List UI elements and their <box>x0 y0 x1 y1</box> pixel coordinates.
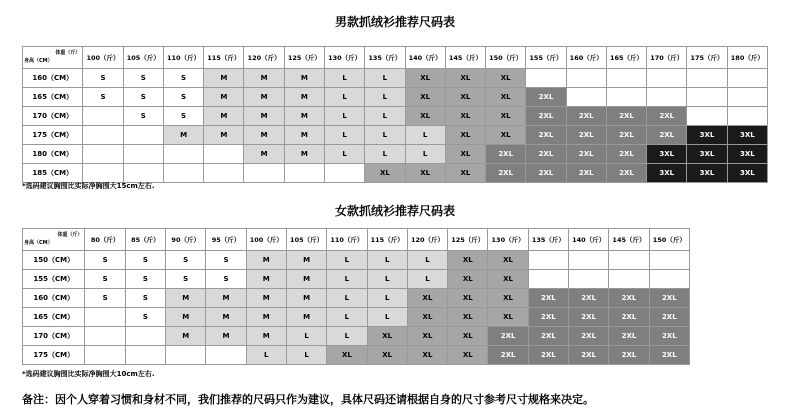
weight-column-header: 135（斤） <box>528 229 568 251</box>
empty-cell <box>83 107 123 126</box>
size-cell: M <box>284 69 324 88</box>
size-cell: XL <box>488 308 528 327</box>
weight-column-header: 175（斤） <box>687 47 727 69</box>
size-cell: L <box>324 126 364 145</box>
empty-cell <box>83 126 123 145</box>
size-cell: L <box>324 88 364 107</box>
weight-column-header: 145（斤） <box>445 47 485 69</box>
size-cell: XL <box>327 346 367 365</box>
size-cell: XL <box>486 126 526 145</box>
weight-column-header: 125（斤） <box>284 47 324 69</box>
size-cell: S <box>163 88 203 107</box>
weight-column-header: 170（斤） <box>647 47 687 69</box>
size-cell: S <box>166 251 206 270</box>
weight-column-header: 145（斤） <box>609 229 649 251</box>
height-row-header: 160（CM） <box>23 69 83 88</box>
size-cell: 2XL <box>526 126 566 145</box>
size-cell: L <box>365 88 405 107</box>
size-cell: 2XL <box>649 289 689 308</box>
size-cell: 2XL <box>486 164 526 183</box>
size-cell: S <box>166 270 206 289</box>
size-cell: 3XL <box>727 164 767 183</box>
weight-column-header: 125（斤） <box>448 229 488 251</box>
size-cell: 2XL <box>566 107 606 126</box>
weight-column-header: 135（斤） <box>365 47 405 69</box>
weight-column-header: 140（斤） <box>405 47 445 69</box>
weight-column-header: 105（斤） <box>123 47 163 69</box>
size-cell: M <box>286 308 326 327</box>
size-cell: 2XL <box>526 107 566 126</box>
size-cell: M <box>166 289 206 308</box>
size-cell: L <box>367 251 407 270</box>
size-cell: 3XL <box>727 145 767 164</box>
empty-cell <box>566 88 606 107</box>
height-row-header: 165（CM） <box>23 88 83 107</box>
weight-column-header: 150（斤） <box>486 47 526 69</box>
size-cell: XL <box>488 289 528 308</box>
size-cell: M <box>204 88 244 107</box>
size-cell: 3XL <box>687 164 727 183</box>
empty-cell <box>569 270 609 289</box>
weight-column-header: 80（斤） <box>85 229 125 251</box>
weight-axis-label: 体重（斤） <box>55 50 81 56</box>
size-cell: 2XL <box>526 88 566 107</box>
empty-cell <box>206 346 246 365</box>
corner-cell <box>23 229 85 251</box>
weight-column-header: 95（斤） <box>206 229 246 251</box>
empty-cell <box>606 88 646 107</box>
empty-cell <box>123 145 163 164</box>
size-cell: 2XL <box>528 308 568 327</box>
size-cell: L <box>286 327 326 346</box>
empty-cell <box>647 69 687 88</box>
size-cell: 3XL <box>687 145 727 164</box>
size-cell: 2XL <box>526 164 566 183</box>
size-cell: L <box>324 69 364 88</box>
size-cell: S <box>83 88 123 107</box>
size-cell: M <box>204 69 244 88</box>
header-row <box>23 47 768 69</box>
weight-column-header: 85（斤） <box>125 229 165 251</box>
size-cell: 2XL <box>528 346 568 365</box>
size-cell: XL <box>367 327 407 346</box>
table-row <box>23 88 768 107</box>
size-cell: S <box>125 289 165 308</box>
size-cell: M <box>244 107 284 126</box>
table-row <box>23 126 768 145</box>
size-cell: M <box>204 126 244 145</box>
size-cell: M <box>244 145 284 164</box>
size-cell: M <box>286 270 326 289</box>
size-cell: M <box>284 88 324 107</box>
empty-cell <box>687 107 727 126</box>
size-cell: XL <box>405 164 445 183</box>
size-cell: 2XL <box>606 107 646 126</box>
size-cell: M <box>284 145 324 164</box>
size-cell: 2XL <box>609 346 649 365</box>
size-cell: L <box>365 145 405 164</box>
weight-column-header: 140（斤） <box>569 229 609 251</box>
size-cell: 2XL <box>566 126 606 145</box>
women-size-table <box>22 228 690 365</box>
size-cell: L <box>327 270 367 289</box>
table-row <box>23 346 690 365</box>
table-row <box>23 69 768 88</box>
weight-column-header: 110（斤） <box>163 47 203 69</box>
weight-column-header: 130（斤） <box>324 47 364 69</box>
empty-cell <box>125 346 165 365</box>
size-cell: XL <box>448 346 488 365</box>
size-cell: 2XL <box>528 289 568 308</box>
height-row-header: 170（CM） <box>23 327 85 346</box>
size-cell: XL <box>445 164 485 183</box>
size-cell: 2XL <box>609 308 649 327</box>
size-cell: L <box>405 126 445 145</box>
height-row-header: 170（CM） <box>23 107 83 126</box>
size-cell: L <box>286 346 326 365</box>
size-cell: 2XL <box>569 308 609 327</box>
size-cell: M <box>206 308 246 327</box>
empty-cell <box>284 164 324 183</box>
height-row-header: 160（CM） <box>23 289 85 308</box>
height-row-header: 175（CM） <box>23 126 83 145</box>
size-cell: M <box>206 289 246 308</box>
empty-cell <box>83 164 123 183</box>
empty-cell <box>727 88 767 107</box>
size-cell: M <box>246 270 286 289</box>
weight-column-header: 105（斤） <box>286 229 326 251</box>
empty-cell <box>526 69 566 88</box>
size-cell: L <box>365 107 405 126</box>
size-cell: XL <box>486 88 526 107</box>
weight-column-header: 90（斤） <box>166 229 206 251</box>
size-cell: M <box>286 251 326 270</box>
empty-cell <box>609 251 649 270</box>
weight-column-header: 100（斤） <box>246 229 286 251</box>
size-cell: S <box>206 270 246 289</box>
women-note: *选码建议胸围比实际净胸围大10cm左右. <box>22 370 155 378</box>
size-cell: 3XL <box>727 126 767 145</box>
size-cell: M <box>244 126 284 145</box>
empty-cell <box>727 107 767 126</box>
size-cell: XL <box>448 327 488 346</box>
size-cell: M <box>204 107 244 126</box>
size-cell: XL <box>488 251 528 270</box>
height-row-header: 180（CM） <box>23 145 83 164</box>
empty-cell <box>123 164 163 183</box>
size-cell: M <box>286 289 326 308</box>
table-row <box>23 107 768 126</box>
empty-cell <box>649 251 689 270</box>
weight-column-header: 110（斤） <box>327 229 367 251</box>
height-row-header: 165（CM） <box>23 308 85 327</box>
size-cell: 2XL <box>488 346 528 365</box>
size-cell: 3XL <box>687 126 727 145</box>
size-cell: XL <box>405 88 445 107</box>
size-cell: XL <box>445 145 485 164</box>
size-cell: 2XL <box>606 126 646 145</box>
size-cell: XL <box>367 346 407 365</box>
size-cell: M <box>246 251 286 270</box>
size-cell: 3XL <box>647 145 687 164</box>
size-cell: XL <box>445 69 485 88</box>
table-row <box>23 251 690 270</box>
empty-cell <box>244 164 284 183</box>
size-cell: 2XL <box>647 126 687 145</box>
size-cell: XL <box>488 270 528 289</box>
size-cell: XL <box>486 107 526 126</box>
footer-note: 备注：因个人穿着习惯和身材不同，我们推荐的尺码只作为建议，具体尺码还请根据自身的尺寸参考尺寸规格来决定。 <box>22 393 594 406</box>
size-cell: M <box>246 289 286 308</box>
size-cell: XL <box>448 270 488 289</box>
empty-cell <box>204 145 244 164</box>
corner-cell <box>23 47 83 69</box>
empty-cell <box>647 88 687 107</box>
empty-cell <box>125 327 165 346</box>
size-cell: L <box>365 69 405 88</box>
size-cell: XL <box>365 164 405 183</box>
size-cell: XL <box>407 289 447 308</box>
men-table-title: 男款抓绒衫推荐尺码表 <box>334 15 455 29</box>
size-cell: S <box>125 308 165 327</box>
size-cell: 2XL <box>606 145 646 164</box>
empty-cell <box>528 270 568 289</box>
weight-column-header: 120（斤） <box>407 229 447 251</box>
size-cell: 2XL <box>609 289 649 308</box>
size-cell: S <box>85 289 125 308</box>
size-cell: XL <box>405 107 445 126</box>
size-cell: XL <box>407 308 447 327</box>
size-cell: S <box>85 251 125 270</box>
weight-column-header: 180（斤） <box>727 47 767 69</box>
size-cell: S <box>206 251 246 270</box>
size-cell: XL <box>407 327 447 346</box>
weight-column-header: 120（斤） <box>244 47 284 69</box>
size-cell: XL <box>407 346 447 365</box>
size-cell: 2XL <box>606 164 646 183</box>
size-cell: L <box>407 251 447 270</box>
empty-cell <box>687 88 727 107</box>
size-cell: L <box>324 107 364 126</box>
empty-cell <box>324 164 364 183</box>
size-cell: XL <box>448 289 488 308</box>
weight-axis-label: 体重（斤） <box>57 232 83 238</box>
empty-cell <box>569 251 609 270</box>
empty-cell <box>727 69 767 88</box>
size-cell: XL <box>448 308 488 327</box>
table-row <box>23 145 768 164</box>
size-cell: 2XL <box>569 289 609 308</box>
empty-cell <box>85 346 125 365</box>
height-row-header: 175（CM） <box>23 346 85 365</box>
size-cell: S <box>163 69 203 88</box>
women-table-title: 女款抓绒衫推荐尺码表 <box>334 204 455 218</box>
size-cell: 2XL <box>649 327 689 346</box>
empty-cell <box>163 164 203 183</box>
weight-column-header: 160（斤） <box>566 47 606 69</box>
height-axis-label: 身高（CM） <box>24 58 53 64</box>
height-row-header: 155（CM） <box>23 270 85 289</box>
table-row <box>23 270 690 289</box>
size-cell: 3XL <box>647 164 687 183</box>
weight-column-header: 100（斤） <box>83 47 123 69</box>
size-cell: 2XL <box>647 107 687 126</box>
size-cell: 2XL <box>609 327 649 346</box>
size-cell: S <box>123 69 163 88</box>
height-axis-label: 身高（CM） <box>24 240 53 246</box>
empty-cell <box>166 346 206 365</box>
empty-cell <box>83 145 123 164</box>
empty-cell <box>649 270 689 289</box>
size-cell: 2XL <box>526 145 566 164</box>
size-cell: XL <box>445 88 485 107</box>
size-cell: XL <box>445 126 485 145</box>
size-cell: XL <box>445 107 485 126</box>
size-cell: L <box>367 308 407 327</box>
table-row <box>23 289 690 308</box>
size-cell: L <box>246 346 286 365</box>
size-cell: M <box>163 126 203 145</box>
size-cell: 2XL <box>528 327 568 346</box>
weight-column-header: 115（斤） <box>204 47 244 69</box>
empty-cell <box>163 145 203 164</box>
size-cell: S <box>123 107 163 126</box>
size-cell: M <box>246 308 286 327</box>
size-cell: L <box>367 270 407 289</box>
size-cell: M <box>166 327 206 346</box>
size-cell: L <box>367 289 407 308</box>
empty-cell <box>204 164 244 183</box>
size-cell: 2XL <box>566 145 606 164</box>
size-cell: XL <box>448 251 488 270</box>
size-cell: XL <box>486 69 526 88</box>
size-cell: 2XL <box>566 164 606 183</box>
height-row-header: 150（CM） <box>23 251 85 270</box>
empty-cell <box>85 308 125 327</box>
men-note: *选码建议胸围比实际净胸围大15cm左右. <box>22 182 155 190</box>
table-row <box>23 327 690 346</box>
men-size-table <box>22 46 768 183</box>
empty-cell <box>123 126 163 145</box>
size-cell: L <box>365 126 405 145</box>
header-row <box>23 229 690 251</box>
size-cell: M <box>284 107 324 126</box>
empty-cell <box>609 270 649 289</box>
empty-cell <box>606 69 646 88</box>
size-cell: L <box>407 270 447 289</box>
size-cell: L <box>327 308 367 327</box>
size-cell: M <box>206 327 246 346</box>
size-cell: M <box>166 308 206 327</box>
weight-column-header: 130（斤） <box>488 229 528 251</box>
size-cell: L <box>327 289 367 308</box>
size-cell: M <box>244 88 284 107</box>
size-cell: L <box>405 145 445 164</box>
empty-cell <box>85 327 125 346</box>
size-cell: 2XL <box>488 327 528 346</box>
size-cell: 2XL <box>569 327 609 346</box>
size-cell: 2XL <box>649 308 689 327</box>
size-cell: S <box>125 270 165 289</box>
empty-cell <box>566 69 606 88</box>
empty-cell <box>687 69 727 88</box>
size-cell: M <box>244 69 284 88</box>
size-cell: XL <box>405 69 445 88</box>
size-cell: L <box>327 327 367 346</box>
size-cell: S <box>163 107 203 126</box>
size-cell: L <box>324 145 364 164</box>
size-cell: 2XL <box>569 346 609 365</box>
size-cell: 2XL <box>486 145 526 164</box>
weight-column-header: 150（斤） <box>649 229 689 251</box>
size-cell: S <box>125 251 165 270</box>
height-row-header: 185（CM） <box>23 164 83 183</box>
table-row <box>23 308 690 327</box>
size-cell: M <box>246 327 286 346</box>
size-cell: S <box>85 270 125 289</box>
weight-column-header: 115（斤） <box>367 229 407 251</box>
table-row <box>23 164 768 183</box>
size-cell: S <box>123 88 163 107</box>
weight-column-header: 165（斤） <box>606 47 646 69</box>
size-cell: 2XL <box>649 346 689 365</box>
size-cell: L <box>327 251 367 270</box>
empty-cell <box>528 251 568 270</box>
size-cell: M <box>284 126 324 145</box>
size-cell: S <box>83 69 123 88</box>
weight-column-header: 155（斤） <box>526 47 566 69</box>
